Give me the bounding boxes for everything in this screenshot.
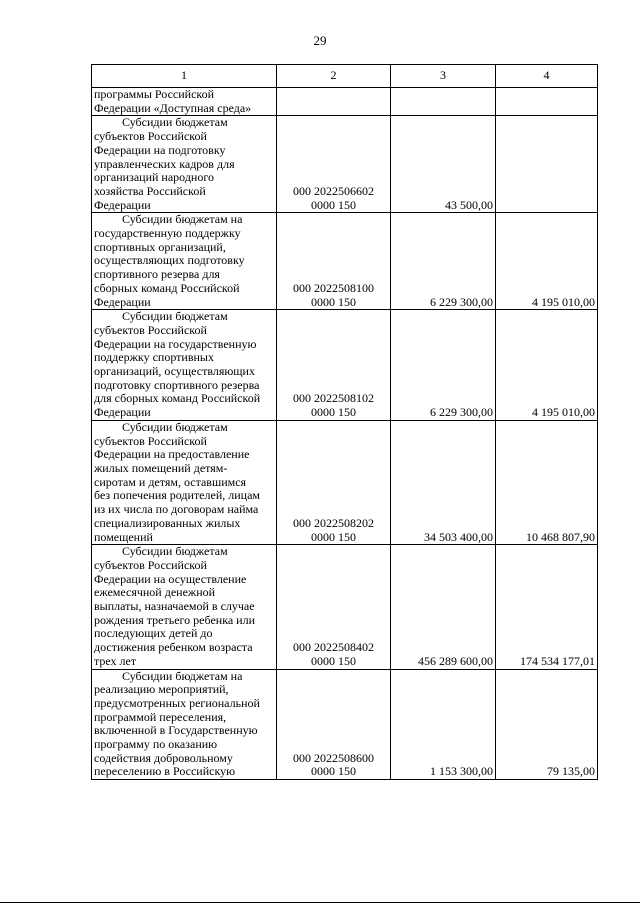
item-name-line: переселению в Российскую bbox=[94, 764, 236, 779]
header-cell-3: 3 bbox=[391, 65, 496, 88]
item-name-line: сборных команд Российской bbox=[94, 280, 240, 295]
amount-col4-cell bbox=[496, 116, 598, 213]
item-name-line: достижения ребенком возраста bbox=[94, 640, 253, 655]
item-name-line: Федерации «Доступная среда» bbox=[94, 100, 252, 115]
amount-col3-cell: 456 289 600,00 bbox=[391, 545, 496, 669]
item-name-line: рождения третьего ребенка или bbox=[94, 612, 255, 627]
budget-code-cell bbox=[277, 545, 391, 669]
item-name-line: программу по оказанию bbox=[94, 737, 218, 752]
item-name-line: управленческих кадров для bbox=[94, 156, 235, 171]
item-name-line: программы Российской bbox=[94, 87, 215, 101]
item-name-cell bbox=[92, 545, 277, 669]
item-name-line: трех лет bbox=[94, 653, 137, 668]
item-name-line: жилых помещений детям- bbox=[94, 460, 228, 475]
page-number: 29 bbox=[313, 33, 327, 48]
budget-code-line: 0000 150 bbox=[311, 764, 356, 779]
item-name-line: для сборных команд Российской bbox=[94, 391, 261, 406]
item-name-line: Федерации bbox=[94, 197, 151, 212]
table-row bbox=[92, 310, 598, 421]
item-name-line: Субсидии бюджетам bbox=[122, 544, 228, 559]
item-name-line: Федерации bbox=[94, 294, 151, 309]
amount-col4-cell: 79 135,00 bbox=[496, 669, 598, 780]
item-name-line: Федерации на осуществление bbox=[94, 571, 247, 586]
item-name-line: последующих детей до bbox=[94, 626, 213, 641]
table-row bbox=[92, 116, 598, 213]
amount-col3-cell: 34 503 400,00 bbox=[391, 420, 496, 544]
amount-col4-cell: 4 195 010,00 bbox=[496, 213, 598, 310]
item-name-line: без попечения родителей, лицам bbox=[94, 488, 260, 503]
budget-code-line: 000 2022506602 bbox=[293, 183, 374, 198]
budget-code-line: 000 2022508100 bbox=[293, 280, 374, 295]
item-name-line: субъектов Российской bbox=[94, 129, 207, 144]
item-name-line: субъектов Российской bbox=[94, 322, 207, 337]
table-row bbox=[92, 545, 598, 669]
budget-code-line: 0000 150 bbox=[311, 294, 356, 309]
budget-code-line: 000 2022508102 bbox=[293, 391, 374, 406]
item-name-line: Федерации на подготовку bbox=[94, 142, 226, 157]
budget-code-line: 000 2022508402 bbox=[293, 640, 374, 655]
item-name-line: содействия добровольному bbox=[94, 750, 233, 765]
amount-col3-cell: 6 229 300,00 bbox=[391, 213, 496, 310]
item-name-line: программой переселения, bbox=[94, 709, 227, 724]
item-name-line: Субсидии бюджетам на bbox=[122, 212, 243, 227]
item-name-cell bbox=[92, 213, 277, 310]
amount-col4-cell bbox=[496, 88, 598, 116]
item-name-line: субъектов Российской bbox=[94, 433, 207, 448]
budget-code-cell bbox=[277, 88, 391, 116]
table-row bbox=[92, 88, 598, 116]
budget-code-line: 0000 150 bbox=[311, 529, 356, 544]
budget-code-cell bbox=[277, 669, 391, 780]
amount-col3-cell: 6 229 300,00 bbox=[391, 310, 496, 421]
item-name-cell bbox=[92, 116, 277, 213]
item-name-line: спортивного резерва для bbox=[94, 267, 220, 282]
item-name-cell bbox=[92, 88, 277, 116]
table-row bbox=[92, 420, 598, 544]
item-name-line: специализированных жилых bbox=[94, 515, 241, 530]
budget-code-cell bbox=[277, 213, 391, 310]
table-row bbox=[92, 669, 598, 780]
amount-col4-cell: 10 468 807,90 bbox=[496, 420, 598, 544]
item-name-line: сиротам и детям, оставшимся bbox=[94, 474, 247, 489]
item-name-line: поддержку спортивных bbox=[94, 350, 214, 365]
header-cell-4: 4 bbox=[496, 65, 598, 88]
budget-code-cell bbox=[277, 116, 391, 213]
header-row bbox=[92, 65, 598, 88]
item-name-line: организаций народного bbox=[94, 170, 214, 185]
item-name-line: хозяйства Российской bbox=[94, 183, 206, 198]
amount-col3-cell: 1 153 300,00 bbox=[391, 669, 496, 780]
item-name-line: предусмотренных региональной bbox=[94, 695, 260, 710]
item-name-line: выплаты, назначаемой в случае bbox=[94, 599, 255, 614]
item-name-line: подготовку спортивного резерва bbox=[94, 377, 260, 392]
amount-col3-cell: 43 500,00 bbox=[391, 116, 496, 213]
item-name-line: Федерации bbox=[94, 405, 151, 420]
item-name-line: спортивных организаций, bbox=[94, 239, 226, 254]
budget-table bbox=[91, 64, 598, 780]
budget-code-line: 0000 150 bbox=[311, 653, 356, 668]
header-cell-1: 1 bbox=[92, 65, 277, 88]
budget-code-line: 0000 150 bbox=[311, 405, 356, 420]
table-row bbox=[92, 213, 598, 310]
item-name-line: включенной в Государственную bbox=[94, 723, 258, 738]
budget-code-cell bbox=[277, 310, 391, 421]
item-name-line: Субсидии бюджетам bbox=[122, 419, 228, 434]
item-name-line: осуществляющих подготовку bbox=[94, 253, 245, 268]
budget-code-line: 0000 150 bbox=[311, 197, 356, 212]
item-name-line: ежемесячной денежной bbox=[94, 585, 216, 600]
item-name-line: организаций, осуществляющих bbox=[94, 364, 255, 379]
amount-col4-cell: 4 195 010,00 bbox=[496, 310, 598, 421]
amount-col4-cell: 174 534 177,01 bbox=[496, 545, 598, 669]
item-name-cell bbox=[92, 420, 277, 544]
item-name-line: Федерации на государственную bbox=[94, 336, 257, 351]
item-name-cell bbox=[92, 310, 277, 421]
item-name-line: из их числа по договорам найма bbox=[94, 502, 259, 517]
item-name-cell bbox=[92, 669, 277, 780]
budget-code-cell bbox=[277, 420, 391, 544]
header-cell-2: 2 bbox=[277, 65, 391, 88]
item-name-line: субъектов Российской bbox=[94, 557, 207, 572]
item-name-line: Субсидии бюджетам bbox=[122, 309, 228, 324]
item-name-line: помещений bbox=[94, 529, 153, 544]
footer-rule bbox=[0, 902, 640, 903]
item-name-line: Федерации на предоставление bbox=[94, 447, 250, 462]
item-name-line: реализацию мероприятий, bbox=[94, 682, 229, 697]
item-name-line: Субсидии бюджетам на bbox=[122, 668, 243, 683]
budget-code-line: 000 2022508202 bbox=[293, 515, 374, 530]
item-name-line: государственную поддержку bbox=[94, 226, 241, 241]
amount-col3-cell bbox=[391, 88, 496, 116]
item-name-line: Субсидии бюджетам bbox=[122, 115, 228, 130]
budget-code-line: 000 2022508600 bbox=[293, 750, 374, 765]
